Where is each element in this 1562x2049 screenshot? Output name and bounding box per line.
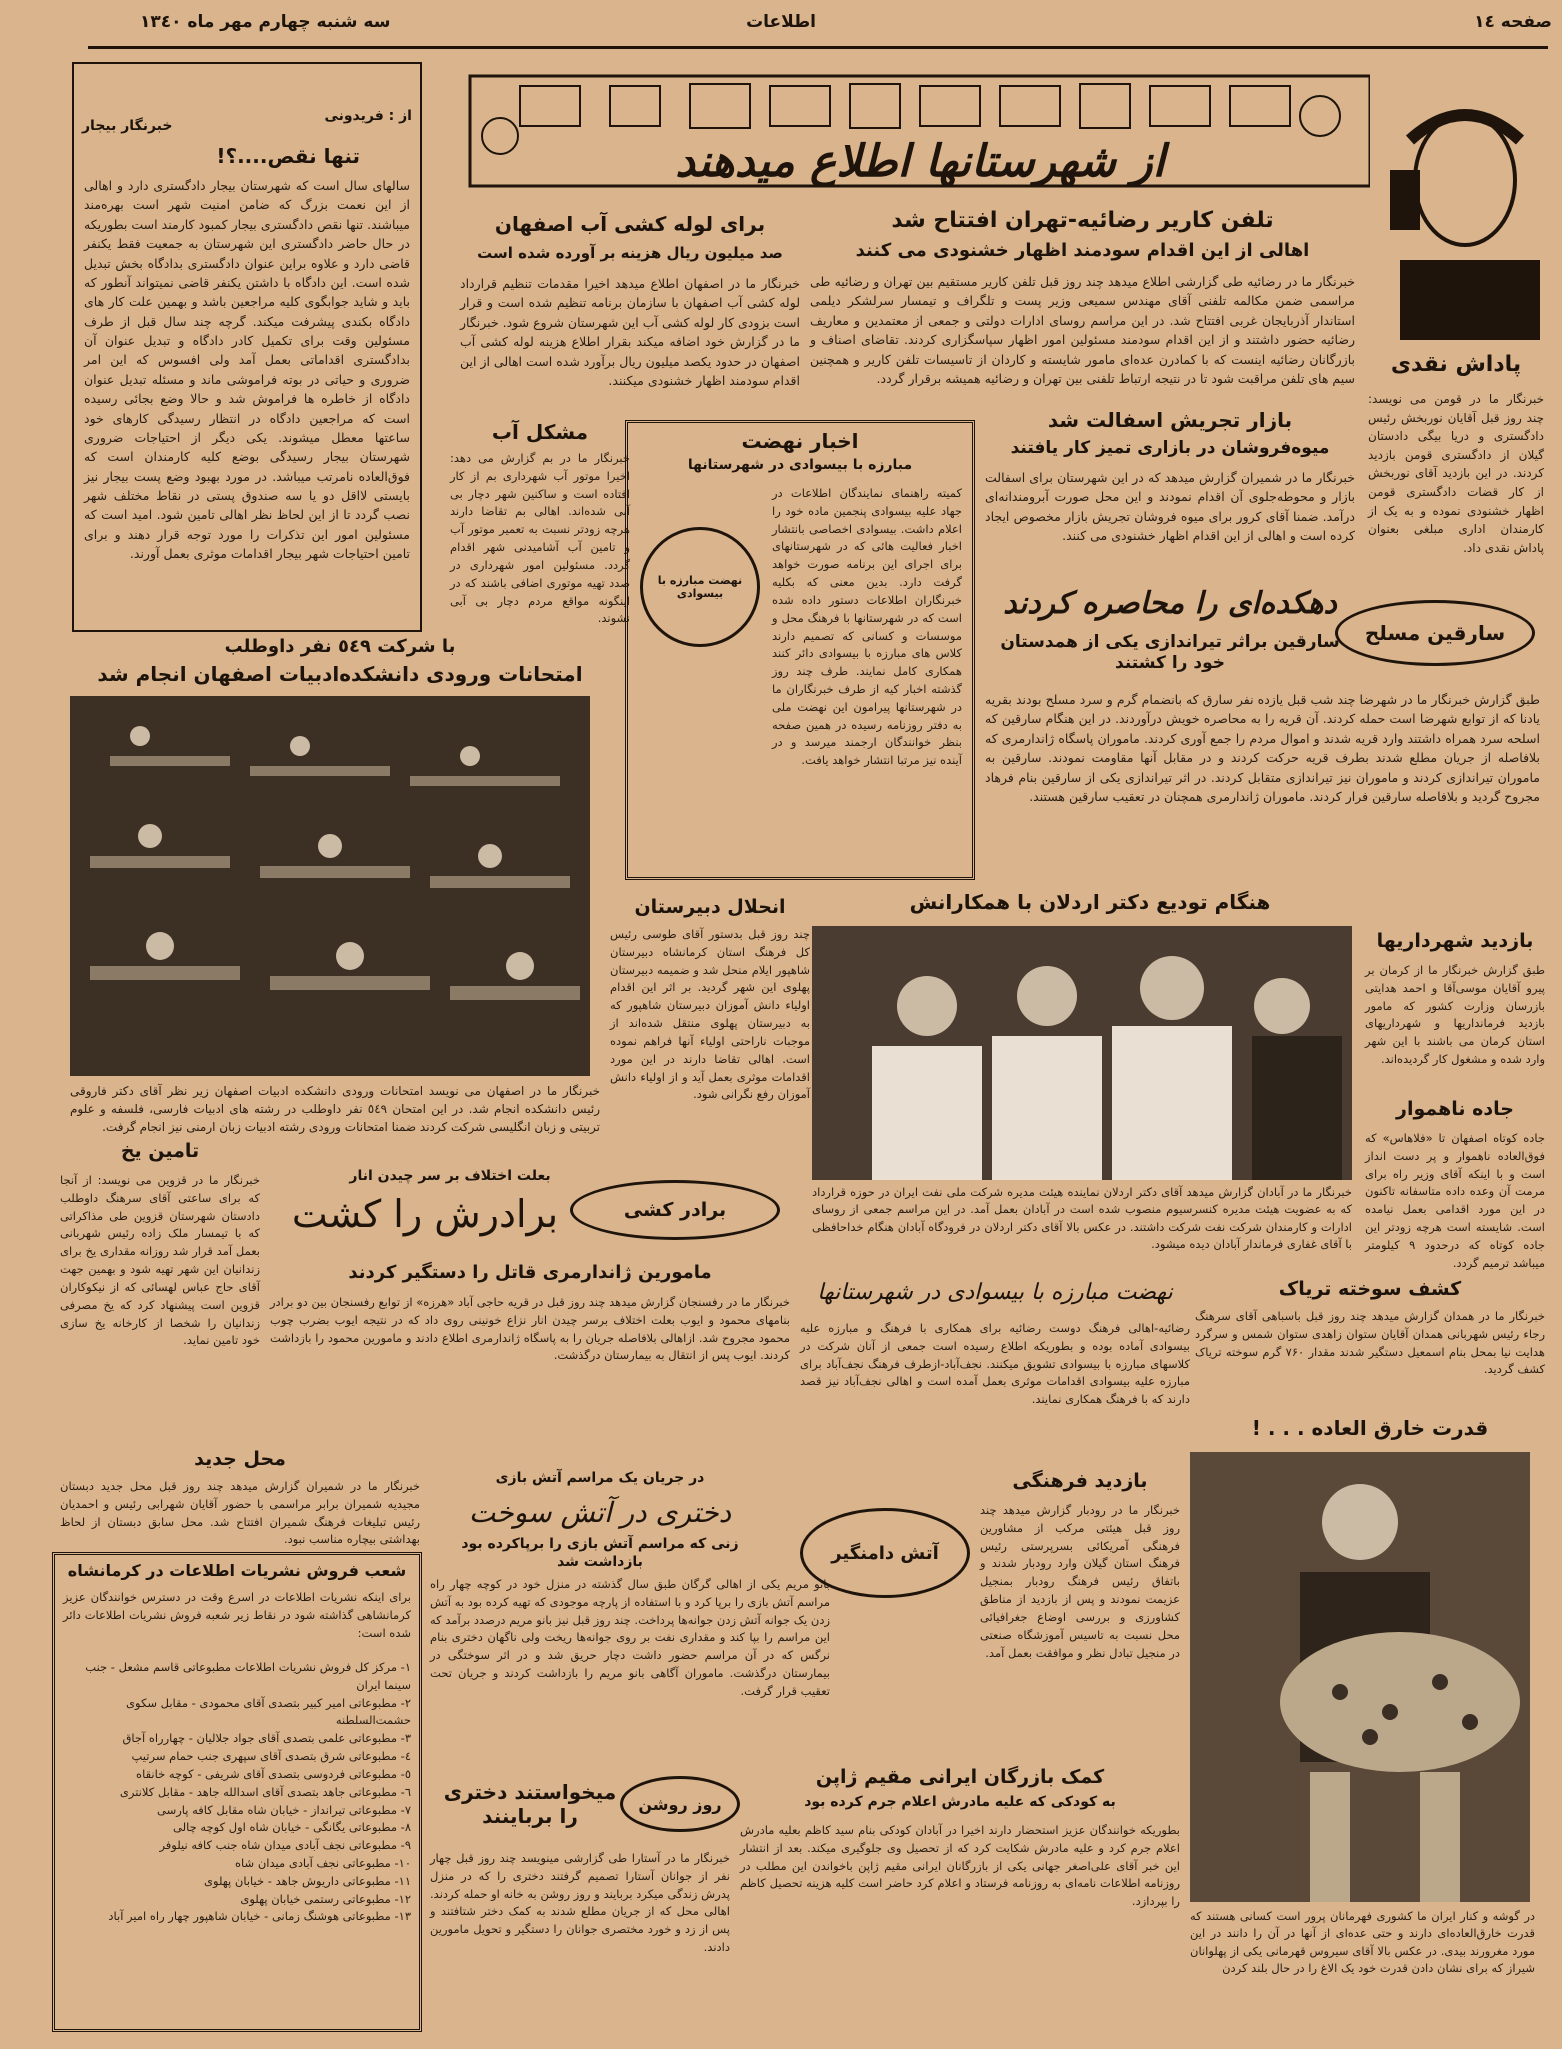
culture-body: خبرنگار ما در رودبار گزارش میدهد چند روز قبل هیئتی مرکب از مشاورین فرهنگی آمریکائی بسرپرستی رئیس فرهنگ استان گیلان وارد رودبار شدند و باتفاق رئیس فرهنگ رودبار بمنجیل عزیمت نمودند و پس از بازدید از مناطق کشاورزی و بررسی اوضاع جغرافیائی محل نسبت به تاسیس آموزشگاه صنعتی در منجیل تبادل نظر و موافقت بعمل آمد. — [980, 1503, 1180, 1660]
roz-title: میخواستند دختری را برباینند — [443, 1780, 617, 1828]
village-body: طبق گزارش خبرنگار ما در شهرضا چند شب قبل یازده نفر سارق که بانضمام گرم و سرد مسلح بودند بقریه یادنا که از توابع شهرضا است حمله کردند. آن قریه را به محاصره خویش درآوردند. در این هنگام سارقین که اسلحه سرد همراه داشتند وارد قریه شدند و اموال مردم را جمع آوری کردند. ماموران پاسگاه ژاندارمری که بلافاصله از جریان مطلع شدند بطرف قریه حرکت کردند و در مقابل آنها مقاومت نمودند. سارقین به ماموران تیراندازی کردند و ماموران نیز تیراندازی متقابل کردند. در اثر تیراندازی یکی از سارقین بنام فرهاد مجروح گردید و بلافاصله سارقین فرار کردند. ماموران ژاندارمری همچنان در تعقیب سارقین هستند. — [985, 692, 1540, 804]
school-title: انحلال دبیرستان — [634, 896, 786, 918]
bazaar-title: بازار تجریش اسفالت شد — [1047, 408, 1293, 432]
ice-title: تامین یخ — [120, 1140, 200, 1162]
sales-item: ١٣- مطبوعاتی هوشنگ زمانی - خیابان شاهپور چهار راه امیر آباد — [108, 1909, 411, 1924]
issue-date: سه شنبه چهارم مهر ماه ١٣٤٠ — [140, 12, 391, 32]
sales-item: ٩- مطبوعاتی نجف آبادی میدان شاه جنب کافه نیلوفر — [159, 1838, 411, 1853]
road-body: جاده کوتاه اصفهان تا «فلاهاس» که فوق‌العاده ناهموار و پر دست انداز است و با اینکه آقای وزیر راه برای مرمت آن وعده داده متاسفانه تاکنون در این مورد اقدامی بعمل نیامده است. شایسته است هرچه زودتر این جاده کوتاه که درحدود ۹ کیلومتر میباشد ترمیم گردد. — [1365, 1131, 1545, 1270]
notice-body: کمیته راهنمای نمایندگان اطلاعات در جهاد علیه بیسوادی پنجمین ماده خود را اعلام داشت. بیسوادی اخصاصی بانتشار اخبار فعالیت هائی که در شهرستانهای برای اجرای این برنامه صورت خواهد گرفت دارد. بدین معنی که بکلیه خبرنگاران اطلاعات دستور داده شده است که در شهرستانها با فرهنگ محل و موسسات و کسانی که تصمیم دارند کلاس های مبارزه با بیسوادی دائر کنند همکاری کامل نمایند. طرف چند روز گذشته اخبار کیه از طرف خبرنگاران ما در شهرستانها پیرامون این نهضت ملی به دفتر روزنامه رسیده در همین صفحه بنظر خوانندگان ارجمند میرسد و در آینده نیز مرتبا انتشار خواهد یافت. — [772, 486, 962, 768]
culture-title: بازدید فرهنگی — [1012, 1470, 1148, 1492]
japan-subtitle: به کودکی که علیه مادرش اعلام جرم کرده بود — [804, 1794, 1116, 1810]
sales-item: ٧- مطبوعاتی تیرانداز - خیابان شاه مقابل کافه پارسی — [157, 1802, 411, 1817]
opium-body: خبرنگار ما در همدان گزارش میدهد چند روز قبل باسباهی آقای سرهنگ رجاء رئیس شهربانی همدان آقایان ستوان زاهدی ستوان شمس و سرگرد هدایت نیا بمحل بنام اسمعیل دستگیر شدند مقدار ۷۶۰ گرم سوخته تریاک کشف گردید. — [1195, 1309, 1545, 1377]
page-number: صفحه ١٤ — [1474, 12, 1552, 32]
roz-oval-label: روز روشن — [620, 1776, 740, 1832]
column-body: سالهای سال است که شهرستان بیجار دادگستری دارد و اهالی از این نعمت بزرگ که ضامن امنیت شهر است بهره‌مند میباشند. تنها نقص دادگستری بیجار کمبود کارمند است بطوریکه در حال حاضر دادگستری این شهرستان به جمعیت فقط یکنفر قاضی دارد و علاوه براین عنوان دادگستری بدادگاه بخش تبدیل شده است. این دادگاه با داشتن یکنفر قاضی نمیتواند آنطور که باید و شاید جوابگوی کلیه مراجعین باشد و بهمین علت کار های دادگاه بکندی پیشرفت میکند. گرچه چند سال قبل از طرف مسئولین وقت برای تکمیل کادر دادگاه و تبدیل عنوان آن بدادگستری اقداماتی بعمل آمد ولی افسوس که این امر ضروری و حیاتی در بوته فراموشی ماند و مسئله تبدیل عنوان دادگاه از خاطره ها فراموش شد و حالا وضع بجائی رسیده است که مراجعین دادگاه در انتظار رسیدگی کارهای خود ساعتها معطل میشوند. یکی دیگر از احتیاجات ضروری شهرستان بیجار رسیدگی بوضع کلیه کارمندان است که فوق‌العاده نامرتب میباشد. در مورد بهبود وضع پست بیجار نیز بایستی لااقل دو یا سه صندوق پستی در نقاط مختلف شهر نصب گردد تا از این لحاظ نظر اهالی تامین شود. امید است که مسئولین امور این تذکرات را مورد توجه قرار دهند و برای تامین احتیاجات شهر بیجار اقدامات موثری بعمل آورند. — [84, 178, 410, 562]
new-place-title: محل جدید — [194, 1448, 286, 1470]
school-body: چند روز قبل بدستور آقای طوسی رئیس کل فرهنگ استان کرمانشاه دبیرستان شاهپور ایلام منحل شد و ضمیمه دبیرستان پهلوی این شهر گردید. بر اثر این اقدام اولیاء دانش آموزان دبیرستان شاهپور که به دبیرستان پهلوی منتقل شده‌اند از موجبات ناراحتی اولیاء آنها فراهم نموده است. اهالی تقاضا دارند در این مورد اقدامات موثری بعمل آید و از اولیاء دانش آموزان رفع نگرانی شود. — [610, 927, 810, 1102]
brothers-kicker: بعلت اختلاف بر سر چیدن انار — [349, 1168, 551, 1184]
telephone-body: خبرنگار ما در رضائیه طی گزارشی اطلاع میدهد چند روز قبل تلفن کاریر مستقیم بین تهران و رضائیه طی مراسمی ضمن مکالمه تلفنی آقای مهندس سمیعی وزیر پست و تلگراف و تیمسار سرلشکر دیلمی استاندار آذربایجان غربی افتتاح شد. در این مراسم روسای ادارات دولتی و جمعی از معتمدین و معاریف رضائیه حضور داشتند و از این اقدام سودمند مسئولین امور اظهار سپاسگزاری کردند. تقاضای اصناف و بازرگانان رضائیه اینست که با کمادرن عده‌ای مامور شایسته و کاردان از تاسیسات تلفن کاریر و همچنین سیم های تلفن مراقبت شود تا در نتیجه ارتباط تلفنی بین تهران و رضائیه همیشه برقرار گردد. — [810, 274, 1355, 386]
new-place-body: خبرنگار ما در شمیران گزارش میدهد چند روز قبل محل جدید دبستان مجیدیه شمیران برابر مراسمی با حضور آقایان شهرابی رئیس و احمدیان رئیس تبلیغات فرهنگ شمیران افتتاح شد. محل سابق دبستان از لحاظ بهداشتی بیچاره مناسب نبود. — [60, 1479, 420, 1547]
village-title: دهکده‌ای را محاصره کردند — [1003, 586, 1337, 621]
campaign-headline: نهضت مبارزه با بیسوادی در شهرستانها — [817, 1280, 1173, 1305]
ice-body: خبرنگار ما در قزوین می نویسد: از آنجا که برای ساعتی آقای سرهنگ داوطلب دادستان شهرستان قزوین طی مذاکراتی که با تیمسار ملک زاده رئیس شهربانی بعمل آمد قرار شد روزانه مقداری یخ برای زندانیان این شهر تهیه شود و بهمین جهت آقای حاج عباس لهسائی که از نیکوکاران قزوین است پیشنهاد کرد که یخ مصرفی زندانیان را شخصا از کارخانه یخ سازی خود تامین نماید. — [60, 1173, 260, 1348]
girl-subtitle: زنی که مراسم آتش بازی را برپاکرده بود بازداشت شد — [461, 1536, 739, 1570]
header-rule — [88, 46, 1548, 49]
emblem-text: نهضت مبارزه با بیسوادی — [657, 574, 743, 600]
sales-title: شعب فروش نشریات اطلاعات در کرمانشاه — [67, 1561, 407, 1580]
road-title: جاده ناهموار — [1396, 1098, 1514, 1120]
pipe-subtitle: صد میلیون ریال هزینه بر آورده شده است — [477, 244, 783, 262]
phone-man-illustration — [1370, 60, 1542, 340]
brothers-subtitle: مامورین ژاندارمری قاتل را دستگیر کردند — [348, 1262, 712, 1283]
water-title: مشکل آب — [491, 420, 589, 444]
sales-item: ٥- مطبوعاتی فردوسی بتصدی آقای شریفی - کوچه خانقاه — [136, 1766, 411, 1781]
banner-title: از شهرستانها اطلاع میدهند — [675, 136, 1165, 187]
farewell-caption: خبرنگار ما در آبادان گزارش میدهد آقای دکتر اردلان نماینده هیئت مدیره شرکت ملی نفت ایران در حوزه قرارداد که به عضویت هیئت مدیره کنسرسیوم منصوب شده است در آبادان بعمل آمد. در این مراسم جمعی از روسای ادارات و کارمندان شرکت نفت شرکت داشتند. در عکس بالا آقای دکتر اردلان در فرودگاه آبادان هنگام خداحافظی با آقای غفاری فرماندار آبادان دیده میشود. — [812, 1185, 1352, 1251]
brothers-oval-label: برادر کشی — [570, 1180, 780, 1240]
girl-headline: دختری در آتش سوخت — [468, 1496, 732, 1529]
notice-title: اخبار نهضت — [741, 429, 859, 453]
brothers-headline: برادرش را کشت — [291, 1192, 559, 1236]
exam-kicker: با شرکت ٥٤٩ نفر داوطلب — [224, 636, 456, 657]
banner — [470, 56, 1370, 206]
strength-photo — [1190, 1452, 1530, 1902]
sales-box — [52, 1552, 422, 2032]
village-oval-label: سارقین مسلح — [1335, 600, 1535, 666]
byline-from: از : فریدونی — [324, 108, 412, 124]
pipe-title: برای لوله کشی آب اصفهان — [494, 212, 766, 236]
exam-title: امتحانات ورودی دانشکده‌ادبیات اصفهان انجام شد — [97, 662, 583, 686]
pipe-body: خبرنگار ما در اصفهان اطلاع میدهد اخیرا مقدمات تنظیم قرارداد لوله کشی آب اصفهان با سازمان برنامه تنظیم شده است و قرار است بزودی کار لوله کشی آب این شهرستان شروع شود. خبرنگار ما در گزارش خود اضافه میکند بقرار اطلاع هزینه لوله کشی آب اصفهان در حدود یکصد میلیون ریال برآورد شده است اهالی از این اقدام سودمند اظهار خشنودی میکنند. — [460, 276, 800, 388]
bazaar-subtitle: میوه‌فروشان در بازاری تمیز کار یافتند — [1010, 438, 1330, 458]
payment-body: خبرنگار ما در قومن می نویسد: چند روز قبل آقایان نوربخش رئیس دادگستری و دریا بیگی دادستان گیلان از دادگستری قومن بازدید کردند. در این بازدید آقای نوربخش از کار قضات دادگستری قومن اظهار خشنودی نموده و به یک از کارمندان اداری مبلغی بعنوان پاداش نقدی داد. — [1368, 392, 1544, 555]
sales-list — [63, 1659, 411, 1926]
exam-caption: خبرنگار ما در اصفهان می نویسد امتحانات ورودی دانشکده ادبیات اصفهان زیر نظر آقای دکتر فاروقی رئیس دانشکده انجام شد. در این امتحان ٥٤٩ نفر داوطلب در رشته های ادبیات فارسی، فلسفه و علوم تربیتی و زبان انگلیسی شرکت کردند ضمنا امتحانات ورودی رشته ادبیات زبان ارمنی نیز انجام گرفت. — [70, 1084, 600, 1134]
exam-photo — [70, 696, 590, 1076]
sales-item: ١٠- مطبوعاتی نجف آبادی میدان شاه — [235, 1855, 411, 1870]
water-body: خبرنگار ما در بم گزارش می دهد: اخیرا موتور آب شهرداری بم از کار افتاده است و ساکنین شهر دچار بی آبی شده‌اند. اهالی بم تقاضا دارند هرچه زودتر نسبت به تعمیر موتور آب و تامین آب آشامیدنی شهر اقدام گردد. مسئولین امور شهرداری در صدد تهیه موتوری اضافی باشند که در اینگونه مواقع مردم دچار بی آبی نشوند. — [450, 451, 630, 626]
bazaar-body: خبرنگار ما در شمیران گزارش میدهد که در این شهرستان برای اسفالت بازار و محوطه‌جلوی آن اقدام نمودند و این محل صورت آبرومندانه‌ای درآمد. ضمنا آقای کرور برای میوه فروشان تجریش بازار مخصوص ایجاد کرده است و اهالی از این اقدام اظهار خشنودی می کنند. — [985, 470, 1355, 544]
farewell-title: هنگام تودیع دکتر اردلان با همکارانش — [909, 890, 1271, 914]
inspection-title: بازدید شهرداریها — [1376, 930, 1534, 952]
byline-reporter: خبرنگار بیجار — [82, 118, 173, 134]
sales-item: ٣- مطبوعاتی علمی بتصدی آقای جواد جلالیان - چهارراه آجاق — [122, 1731, 411, 1746]
japan-body: بطوریکه خوانندگان عزیز استحضار دارند اخیرا در آبادان کودکی بنام سید کاظم بعلیه مادرش اعلام جرم کرد و علیه مادرش شکایت کرد که از تحصیل وی جلوگیری میکند. بعد از انتشار این خبر آقای علی‌اصغر جهانی یکی از بازرگانان ایرانی مقیم ژاپن باخواندن این مطلب در روزنامه اطلاعات نامه‌ای به روزنامه فرستاد و اعلام کرد حاضر است کلیه هزینه تحصیل کاظم را بپردازد. — [740, 1823, 1180, 1909]
roz-body: خبرنگار ما در آستارا طی گزارشی مینویسد چند روز قبل چهار نفر از جوانان آستارا تصمیم گرفتند دختری را که در منزل پدرش زندگی میکرد بربایند و روز روشن به خانه او حمله کردند. اهالی محل که از جریان مطلع شدند به کمک دختر شتافتند و پس از زد و خورد مختصری جوانان را دستگیر و تحویل مامورین دادند. — [430, 1851, 730, 1955]
sales-item: ١- مرکز کل فروش نشریات اطلاعات مطبوعاتی قاسم مشعل - جنب سینما ایران — [85, 1660, 411, 1692]
sales-item: ٢- مطبوعاتی امیر کبیر بتصدی آقای محمودی - مقابل سکوی حشمت‌السلطنه — [126, 1695, 411, 1728]
sales-item: ٤- مطبوعاتی شرق بتصدی آقای سپهری جنب حمام سرتیپ — [131, 1749, 411, 1764]
telephone-subtitle: اهالی از این اقدام سودمند اظهار خشنودی می کنند — [855, 240, 1310, 261]
girl-body: بانو مریم یکی از اهالی گرگان طبق سال گذشته در منزل خود در کوچه چهار راه مراسم آتش بازی را برپا کرد و با استفاده از پارچه موجودی که تهیه کرده بود به آتش زدن یک جوانه آتش زدن جوانه‌ها پرداخت. چند روز قبل نیز بانو مریم درصدد برآمد که این مراسم را بپا کند و مقداری نفت بر روی جوانه‌ها ریخت ولی ناگهان دختری بنام نرگس که در آن مراسم حضور داشت دچار حریق شد و در اثر سوختگی در بیمارستان درگذشت. ماموران آگاهی بانو مریم را بازداشت کردند و جریان تحت تعقیب قرار گرفت. — [430, 1577, 830, 1698]
girl-kicker: در جریان یک مراسم آتش بازی — [495, 1470, 705, 1486]
sales-item: ١٢- مطبوعاتی رستمی خیابان پهلوی — [240, 1891, 411, 1906]
telephone-title: تلفن کاریر رضائیه-تهران افتتاح شد — [891, 208, 1274, 233]
payment-title: پاداش نقدی — [1390, 352, 1522, 377]
column-title: تنها نقص....؟! — [216, 144, 360, 168]
corner-column — [72, 62, 422, 632]
notice-subtitle: مبارزه با بیسوادی در شهرستانها — [687, 457, 913, 473]
sales-intro: برای اینکه نشریات اطلاعات در اسرع وقت در دسترس خوانندگان عزیز کرمانشاهی گذاشته شود در نقاط زیر شعبه فروش نشریات اطلاعات دائر شده است: — [63, 1590, 411, 1640]
strength-caption: در گوشه و کنار ایران ما کشوری فهرمانان پرور است کسانی هستند که قدرت خارق‌العاده‌ای دارند و حتی عده‌ای از آنها در آن را دانند در این مورد مغرورند بیدی. در عکس بالا آقای سیروس قهرمانی یکی از پهلوانان شیراز که برای نشان دادن قدرت خود یک الاغ را در حال بلند کردن — [1190, 1909, 1535, 1975]
farewell-photo — [812, 926, 1352, 1180]
newspaper-name: اطلاعات — [746, 12, 816, 32]
campaign-body: رضائیه-اهالی فرهنگ دوست رضائیه برای همکاری با فرهنگ و مبارزه علیه بیسوادی آماده بوده و بطوریکه اطلاع رسیده است جمعی از آنان شرکت در کلاسهای مبارزه با بیسوادی تشویق میکنند. نجف‌آباد-ازطرف فرهنگ نجف‌آباد برای مبارزه علیه بیسوادی اقدامات موثری بعمل آمده است و اهالی نجف‌آباد نیز قصد دارند که با فرهنگ همکاری نمایند. — [800, 1321, 1190, 1407]
village-subtitle: سارقین براثر تیراندازی یکی از همدستان خود را کشتند — [1000, 632, 1340, 674]
brothers-body: خبرنگار ما در رفسنجان گزارش میدهد چند روز قبل در قریه حاجی آباد «هرزه» از توابع رفسنجان بین دو برادر بنامهای محمود و ایوب بعلت اختلاف برسر چیدن انار نزاع خونینی روی داد که در نتیجه ایوب بضرب چوب محمود مجروح شد. ازاهالی بلافاصله جریان را به پاسگاه ژاندارمری اطلاع دادند و مامورین محمود را بازداشت کردند. ایوب پس از انتقال به بیمارستان درگذشت. — [270, 1295, 790, 1363]
japan-title: کمک بازرگان ایرانی مقیم ژاپن — [815, 1766, 1105, 1788]
sales-item: ١١- مطبوعاتی داریوش جاهد - خیابان پهلوی — [204, 1873, 411, 1888]
inspection-body: طبق گزارش خبرنگار ما از کرمان بر پیرو آقایان موسی‌آقا و احمد هدایتی بازرسان وزارت کشور که مامور بازدید فرمانداریها و شهرداریهای استان کرمان می باشند با این شهر وارد شده و مشغول کار گردیده‌اند. — [1365, 963, 1545, 1067]
sales-item: ٨- مطبوعاتی یگانگی - خیابان شاه اول کوچه چالی — [173, 1820, 411, 1835]
strength-title: قدرت خارق العاده . . . ! — [1251, 1416, 1489, 1440]
fire-oval-label: آتش دامنگیر — [800, 1508, 970, 1598]
notice-box — [625, 420, 975, 880]
literacy-emblem — [640, 527, 760, 647]
opium-title: کشف سوخته تریاک — [1278, 1278, 1462, 1300]
sales-item: ٦- مطبوعاتی جاهد بتصدی آقای اسدالله جاهد - مقابل کلانتری — [119, 1784, 411, 1799]
